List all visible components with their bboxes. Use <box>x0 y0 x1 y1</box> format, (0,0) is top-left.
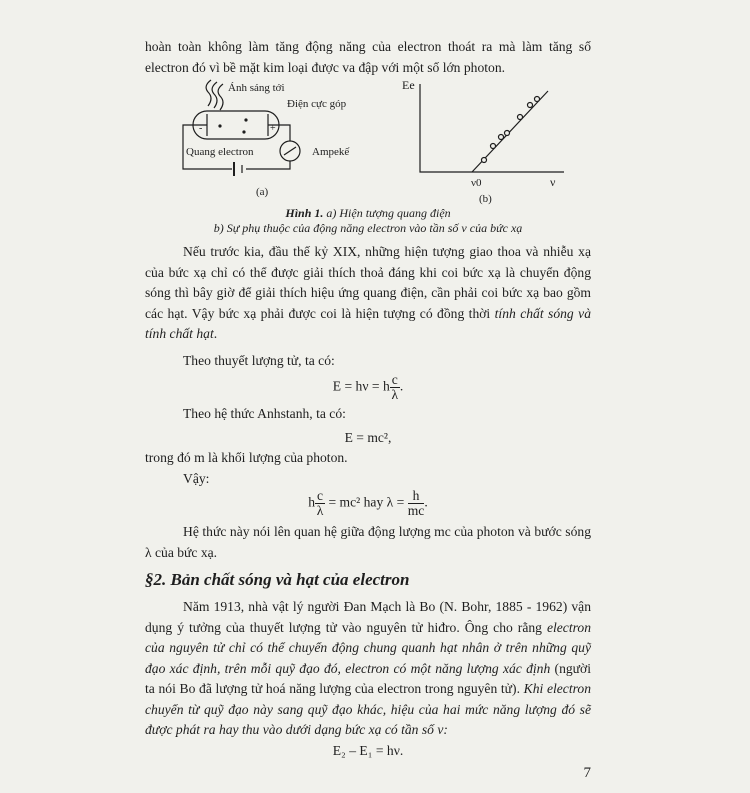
paragraph-2: Hệ thức này nói lên quan hệ giữa động lượng mc của photon và bước sóng λ của bức xạ. <box>145 524 591 560</box>
figure-b-energy-graph <box>420 84 564 172</box>
label-light: Ánh sáng tới <box>228 82 285 94</box>
caption-label: Hình 1. <box>285 206 324 220</box>
eq3-num: c <box>317 488 324 503</box>
paragraph-3 <box>145 597 591 741</box>
figure-b-tag: (b) <box>479 193 492 205</box>
label-plus: + <box>270 123 276 134</box>
equation-3 <box>145 489 591 518</box>
quantum-intro: Theo thuyết lượng tử, ta có: <box>183 352 335 368</box>
para3-i2: Khi electron chuyển từ quỹ đạo này sang quỹ đạo khác, hiệu của hai mức năng lượng đó sẽ được phát ra hay thu vào dưới dạng bức xạ có tần số ν: <box>145 681 591 737</box>
para3-t2: (người ta nói Bo đã lượng tử hoá năng lượng của electron trong nguyên tử). <box>145 660 591 696</box>
para3-i1: electron của nguyên tử chỉ có thể chuyển động chung quanh hạt nhân ở trên những quỹ đạo xác định, trên mỗi quỹ đạo đó, electron có một năng lượng xác định <box>145 619 591 676</box>
light-rays-icon <box>206 80 223 110</box>
x-axis-label: ν <box>550 175 556 189</box>
page-content <box>145 37 591 793</box>
para1-italic: tính chất sóng và tính chất hạt <box>145 305 591 341</box>
eq1-end: . <box>399 378 404 394</box>
figure-1 <box>0 78 750 206</box>
eq3-num2: h <box>408 489 425 504</box>
threshold-label: ν0 <box>471 177 482 189</box>
equation-2: E = mc², <box>344 429 392 445</box>
eq1-num: c <box>391 372 398 387</box>
para3-t1: Năm 1913, nhà vật lý người Đan Mạch là Bo (N. Bohr, 1885 - 1962) vận dụng ý tưởng của thuyết lượng tử vào nguyên tử hiđro. Ông cho rằng <box>145 599 591 635</box>
eq3-mid: = mc² hay λ = <box>325 494 408 510</box>
label-electrode: Điện cực góp <box>287 98 347 110</box>
figure-caption-1 <box>145 206 591 221</box>
intro-text: hoàn toàn không làm tăng động năng của electron thoát ra mà làm tăng số electron đó vì bề mặt kim loại được va đập với một số lớn photon. <box>145 39 591 75</box>
eq1-left: E = hν = h <box>332 378 390 394</box>
section-title: §2. Bản chất sóng và hạt của electron <box>145 570 410 589</box>
eq3-den2: mc <box>407 503 425 518</box>
para1-text: Nếu trước kia, đầu thế kỷ XIX, những hiện tượng giao thoa và nhiễu xạ của bức xạ chỉ có thể được giải thích thoả đáng khi coi bức xạ là chuyển động sóng thì bây giờ để giải thích hiệu ứng quang điện, cần phải coi bức xạ bao gồm các hạt. Vậy bức xạ phải được coi là hiện tượng có đồng thời <box>145 244 591 321</box>
label-ammeter: Ampekế <box>312 146 350 158</box>
eq3-h: h <box>308 494 316 510</box>
figure-a-tag: (a) <box>256 186 269 198</box>
mass-note: trong đó m là khối lượng của photon. <box>145 450 348 465</box>
label-minus: - <box>199 123 203 134</box>
paragraph-1 <box>145 242 591 345</box>
eq1-den: λ <box>391 387 399 402</box>
eq3-end: . <box>424 494 428 510</box>
eq3-den: λ <box>316 503 324 518</box>
figure-caption-2: b) Sự phụ thuộc của động năng electron vào tần số ν của bức xạ <box>213 221 523 235</box>
page-number: 7 <box>583 765 591 781</box>
einstein-intro: Theo hệ thức Anhstanh, ta có: <box>183 406 346 421</box>
para1-end: . <box>213 326 218 341</box>
so-label: Vậy: <box>183 470 210 486</box>
label-photoelectron: Quang electron <box>186 146 254 158</box>
equation-1 <box>145 373 591 402</box>
y-axis-label: Ee <box>402 78 415 92</box>
equation-4: E₂ – E₁ = hν. <box>332 742 404 758</box>
caption-a: a) Hiện tượng quang điện <box>323 206 451 220</box>
